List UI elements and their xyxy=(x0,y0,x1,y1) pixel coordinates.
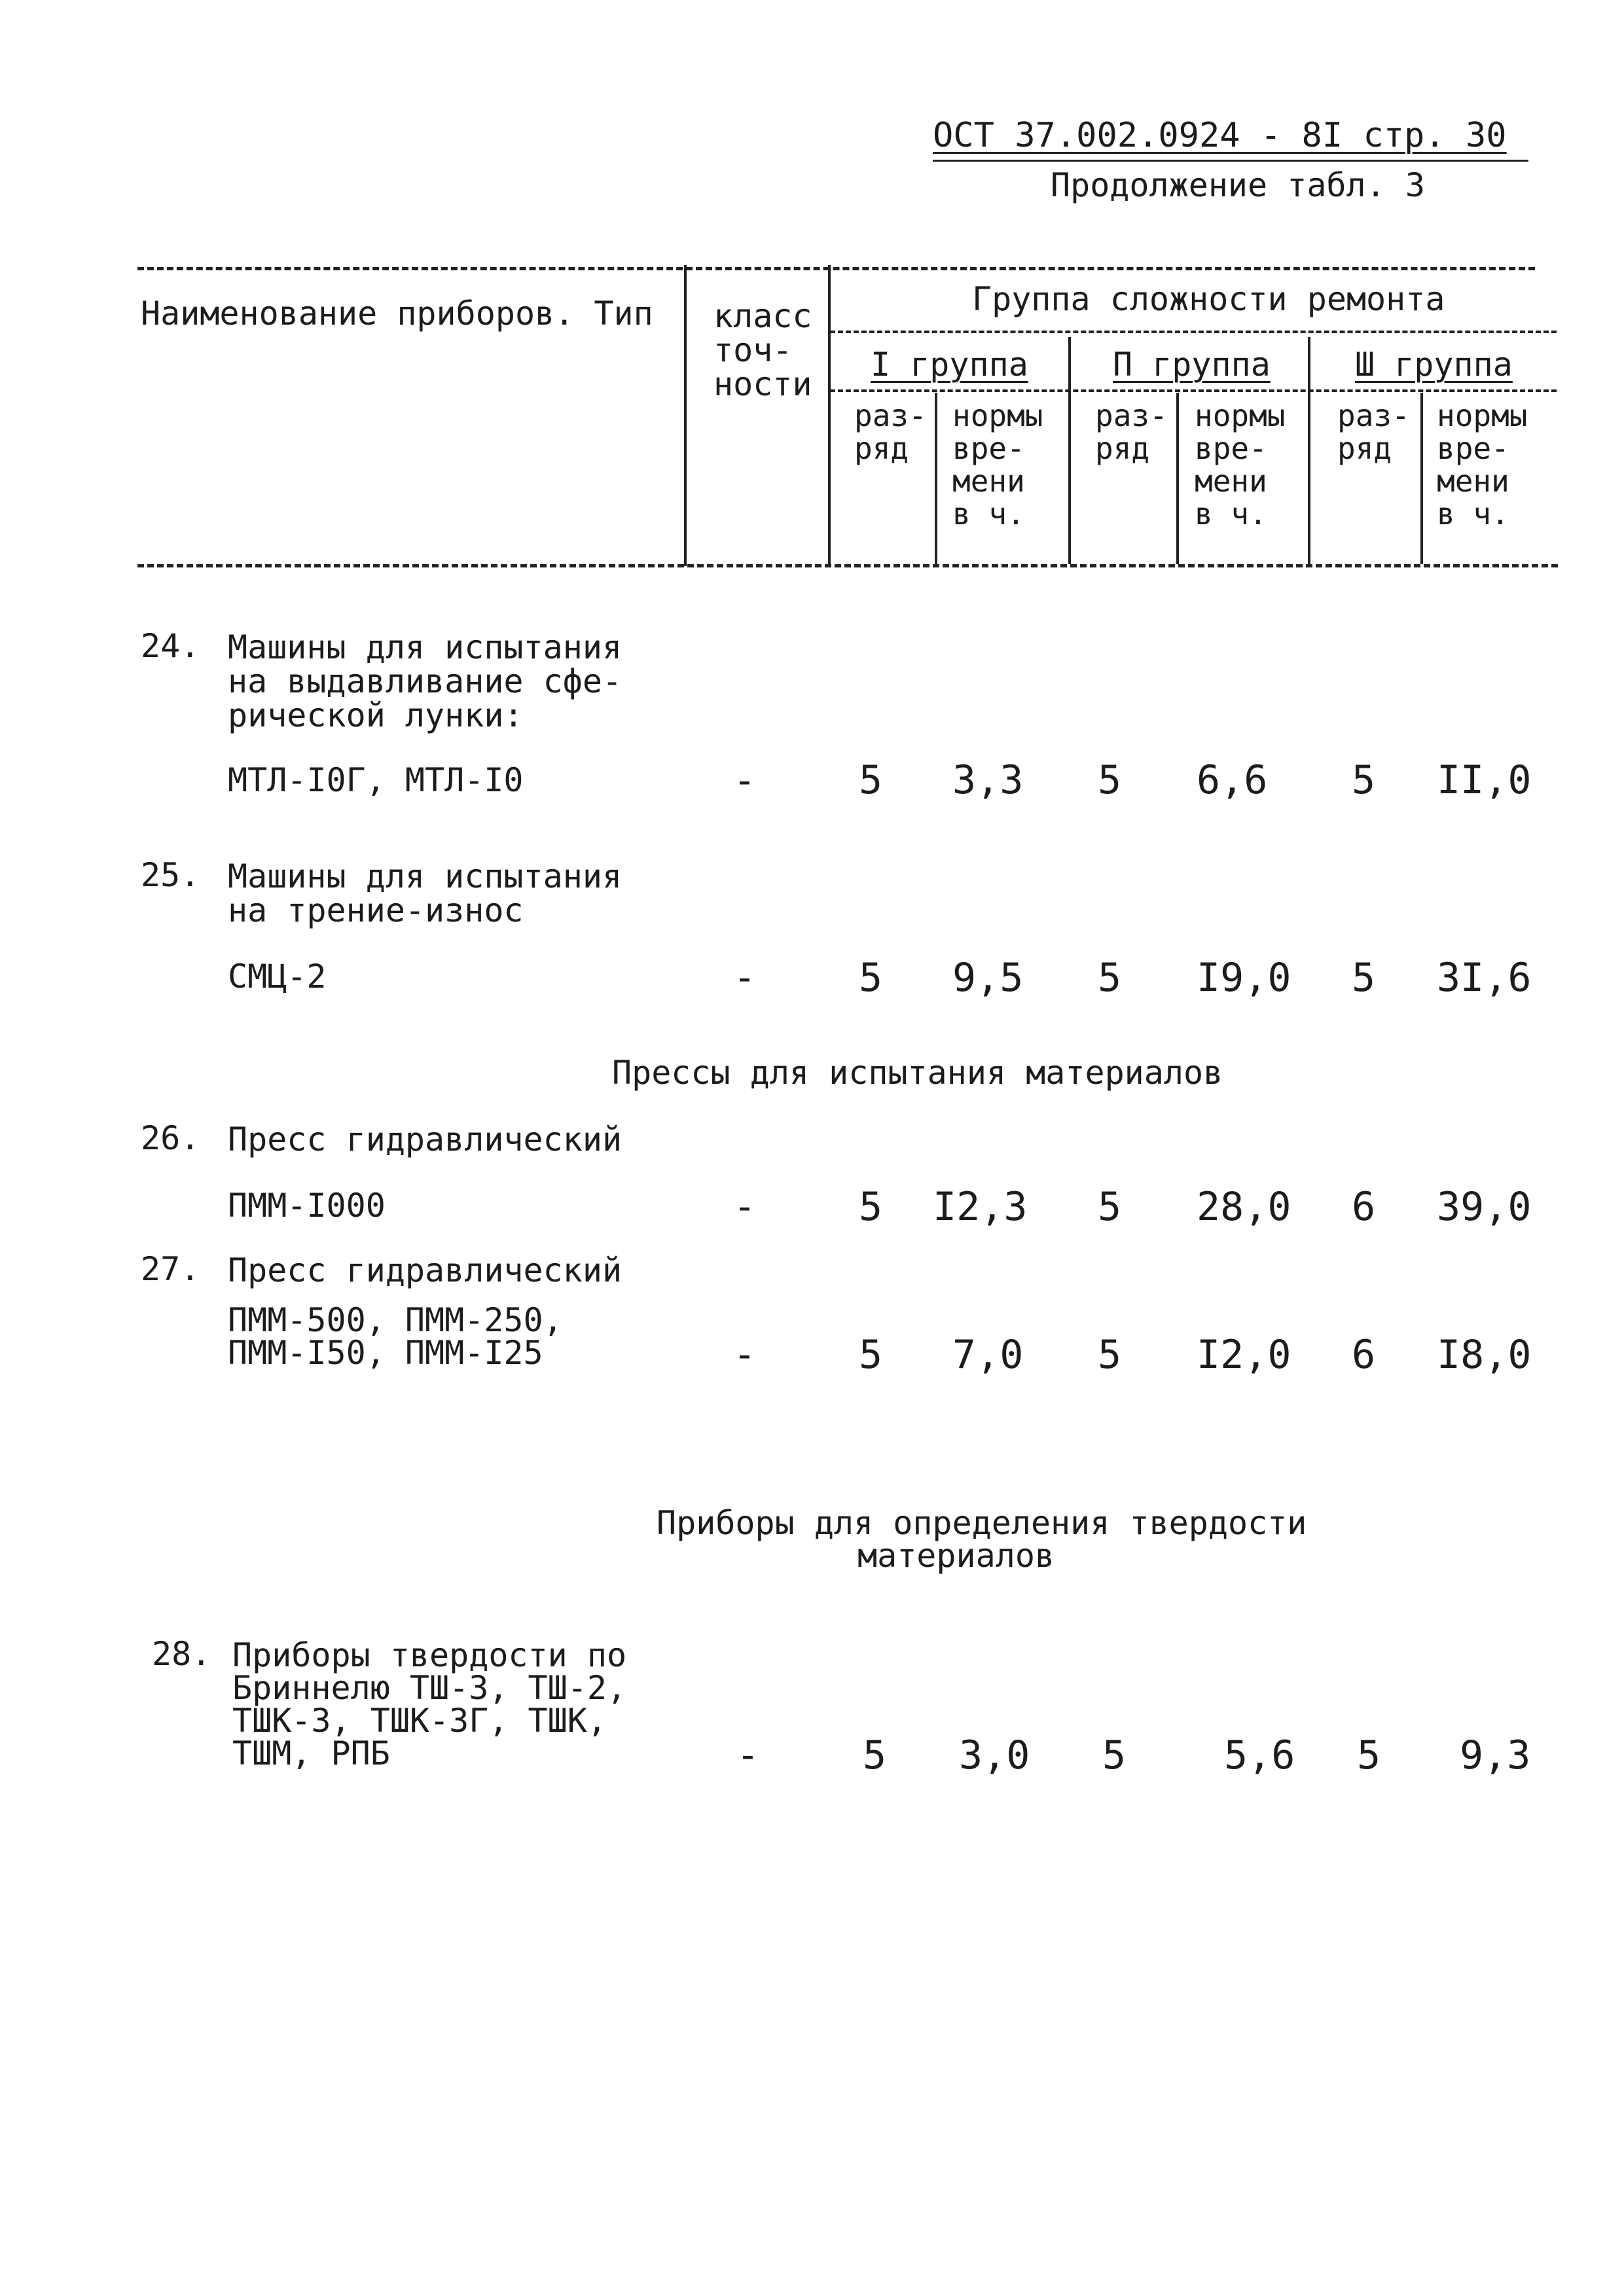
row-25-type: СМЦ-2 xyxy=(228,958,327,996)
row-28-number: 28. xyxy=(152,1635,211,1673)
col-header-group: Группа сложности ремонта xyxy=(972,280,1445,318)
row-28-g2-norm: 5,6 xyxy=(1224,1732,1295,1778)
row-26-number: 26. xyxy=(141,1119,200,1157)
row-26-g3-rank: 6 xyxy=(1352,1184,1376,1230)
row-28-title-2: Бриннелю ТШ-3, ТШ-2, xyxy=(232,1669,627,1707)
g3-norm-header-4: в ч. xyxy=(1437,496,1509,531)
row-25-g3-rank: 5 xyxy=(1352,955,1376,1001)
row-28-g1-rank: 5 xyxy=(863,1732,887,1778)
row-28-g3-rank: 5 xyxy=(1357,1732,1381,1778)
g1-norm-header-4: в ч. xyxy=(952,496,1025,531)
row-24-class: - xyxy=(733,758,756,802)
g1-norm-header-2: вре- xyxy=(952,431,1025,466)
row-24-title-3: рической лунки: xyxy=(228,696,524,734)
row-24-g1-rank: 5 xyxy=(859,757,883,803)
g2-norm-header-3: мени xyxy=(1195,463,1267,499)
g1-norm-header-1: нормы xyxy=(952,398,1043,433)
row-27-g1-rank: 5 xyxy=(859,1332,883,1378)
row-25-title-2: на трение-износ xyxy=(228,891,524,929)
row-24-type: МТЛ-I0Г, МТЛ-I0 xyxy=(228,761,524,799)
row-27-g2-norm: I2,0 xyxy=(1197,1332,1291,1378)
row-25-title-1: Машины для испытания xyxy=(228,857,623,895)
row-25-g2-norm: I9,0 xyxy=(1197,955,1291,1001)
g2-norm-header-1: нормы xyxy=(1195,398,1286,433)
col-header-name: Наименование приборов. Тип xyxy=(141,295,653,332)
g1-rank-header-2: ряд xyxy=(854,431,909,466)
group-2-label: П группа xyxy=(1113,346,1271,384)
row-24-g2-rank: 5 xyxy=(1098,757,1122,803)
g1-norm-header-3: мени xyxy=(952,463,1025,499)
row-25-number: 25. xyxy=(141,856,200,894)
table-top-rule xyxy=(137,267,1535,270)
g3-norm-header-2: вре- xyxy=(1437,431,1509,466)
subgroup-rule xyxy=(830,389,1557,392)
col-divider-g3-mid xyxy=(1420,393,1423,564)
row-28-g3-norm: 9,3 xyxy=(1460,1732,1531,1778)
section-heading-hardness-2: материалов xyxy=(857,1537,1055,1575)
row-24-g3-norm: II,0 xyxy=(1437,757,1532,803)
group-1-label: I группа xyxy=(871,346,1028,384)
row-24-number: 24. xyxy=(141,627,200,665)
col-divider-g1-mid xyxy=(935,393,937,564)
col-divider-g2-mid xyxy=(1176,393,1179,564)
col-divider-g1-g2 xyxy=(1068,337,1071,564)
g2-norm-header-4: в ч. xyxy=(1195,496,1267,531)
row-24-g1-norm: 3,3 xyxy=(952,757,1024,803)
row-26-class: - xyxy=(733,1184,756,1229)
row-26-title-1: Пресс гидравлический xyxy=(228,1121,623,1158)
row-24-g3-rank: 5 xyxy=(1352,757,1376,803)
row-26-g2-norm: 28,0 xyxy=(1197,1184,1291,1230)
row-27-g1-norm: 7,0 xyxy=(952,1332,1024,1378)
row-27-class: - xyxy=(733,1332,756,1376)
row-28-title-4: ТШМ, РПБ xyxy=(232,1734,390,1772)
row-27-g3-norm: I8,0 xyxy=(1437,1332,1532,1378)
row-28-g2-rank: 5 xyxy=(1102,1732,1127,1778)
col-divider-class xyxy=(828,265,831,566)
row-26-type: ПММ-I000 xyxy=(228,1187,386,1225)
row-28-class: - xyxy=(736,1732,759,1777)
row-25-g2-rank: 5 xyxy=(1098,955,1122,1001)
row-24-title-2: на выдавливание сфе- xyxy=(228,662,623,700)
row-27-number: 27. xyxy=(141,1250,200,1288)
col-header-class-1: класс xyxy=(713,297,812,335)
row-24-title-1: Машины для испытания xyxy=(228,628,623,666)
g2-norm-header-2: вре- xyxy=(1195,431,1267,466)
group-3-label: Ш группа xyxy=(1355,346,1513,384)
row-26-g1-norm: I2,3 xyxy=(933,1184,1028,1230)
row-25-class: - xyxy=(733,955,756,999)
row-28-title-1: Приборы твердости по xyxy=(232,1636,627,1674)
g3-norm-header-3: мени xyxy=(1437,463,1509,499)
g2-rank-header-1: раз- xyxy=(1095,398,1168,433)
col-header-class-3: ности xyxy=(713,365,812,403)
table-head-bottom-rule xyxy=(137,564,1558,567)
col-divider-name xyxy=(684,265,687,566)
col-divider-g2-g3 xyxy=(1308,337,1310,564)
g1-rank-header-1: раз- xyxy=(854,398,927,433)
row-24-g2-norm: 6,6 xyxy=(1197,757,1268,803)
section-heading-presses: Прессы для испытания материалов xyxy=(612,1054,1223,1092)
row-26-g3-norm: 39,0 xyxy=(1437,1184,1532,1230)
row-27-title-1: Пресс гидравлический xyxy=(228,1251,623,1289)
row-25-g1-rank: 5 xyxy=(859,955,883,1001)
row-26-g1-rank: 5 xyxy=(859,1184,883,1230)
document-code: ОСТ 37.002.0924 - 8I стр. 30 xyxy=(933,116,1507,155)
row-27-g3-rank: 6 xyxy=(1352,1332,1376,1378)
row-27-type-1: ПММ-500, ПММ-250, xyxy=(228,1301,563,1339)
group-rule xyxy=(830,331,1557,333)
g3-rank-header-1: раз- xyxy=(1337,398,1410,433)
row-26-g2-rank: 5 xyxy=(1098,1184,1122,1230)
row-27-g2-rank: 5 xyxy=(1098,1332,1122,1378)
row-27-type-2: ПММ-I50, ПММ-I25 xyxy=(228,1334,543,1372)
g3-rank-header-2: ряд xyxy=(1337,431,1392,466)
row-28-title-3: ТШК-3, ТШК-3Г, ТШК, xyxy=(232,1702,607,1740)
col-header-class-2: точ- xyxy=(713,331,793,369)
row-25-g3-norm: 3I,6 xyxy=(1437,955,1532,1001)
g3-norm-header-1: нормы xyxy=(1437,398,1528,433)
g2-rank-header-2: ряд xyxy=(1095,431,1150,466)
section-heading-hardness-1: Приборы для определения твердости xyxy=(657,1504,1307,1542)
row-28-g1-norm: 3,0 xyxy=(959,1732,1030,1778)
table-continuation-label: Продолжение табл. 3 xyxy=(1051,166,1425,204)
row-25-g1-norm: 9,5 xyxy=(952,955,1024,1001)
header-rule xyxy=(933,160,1528,162)
